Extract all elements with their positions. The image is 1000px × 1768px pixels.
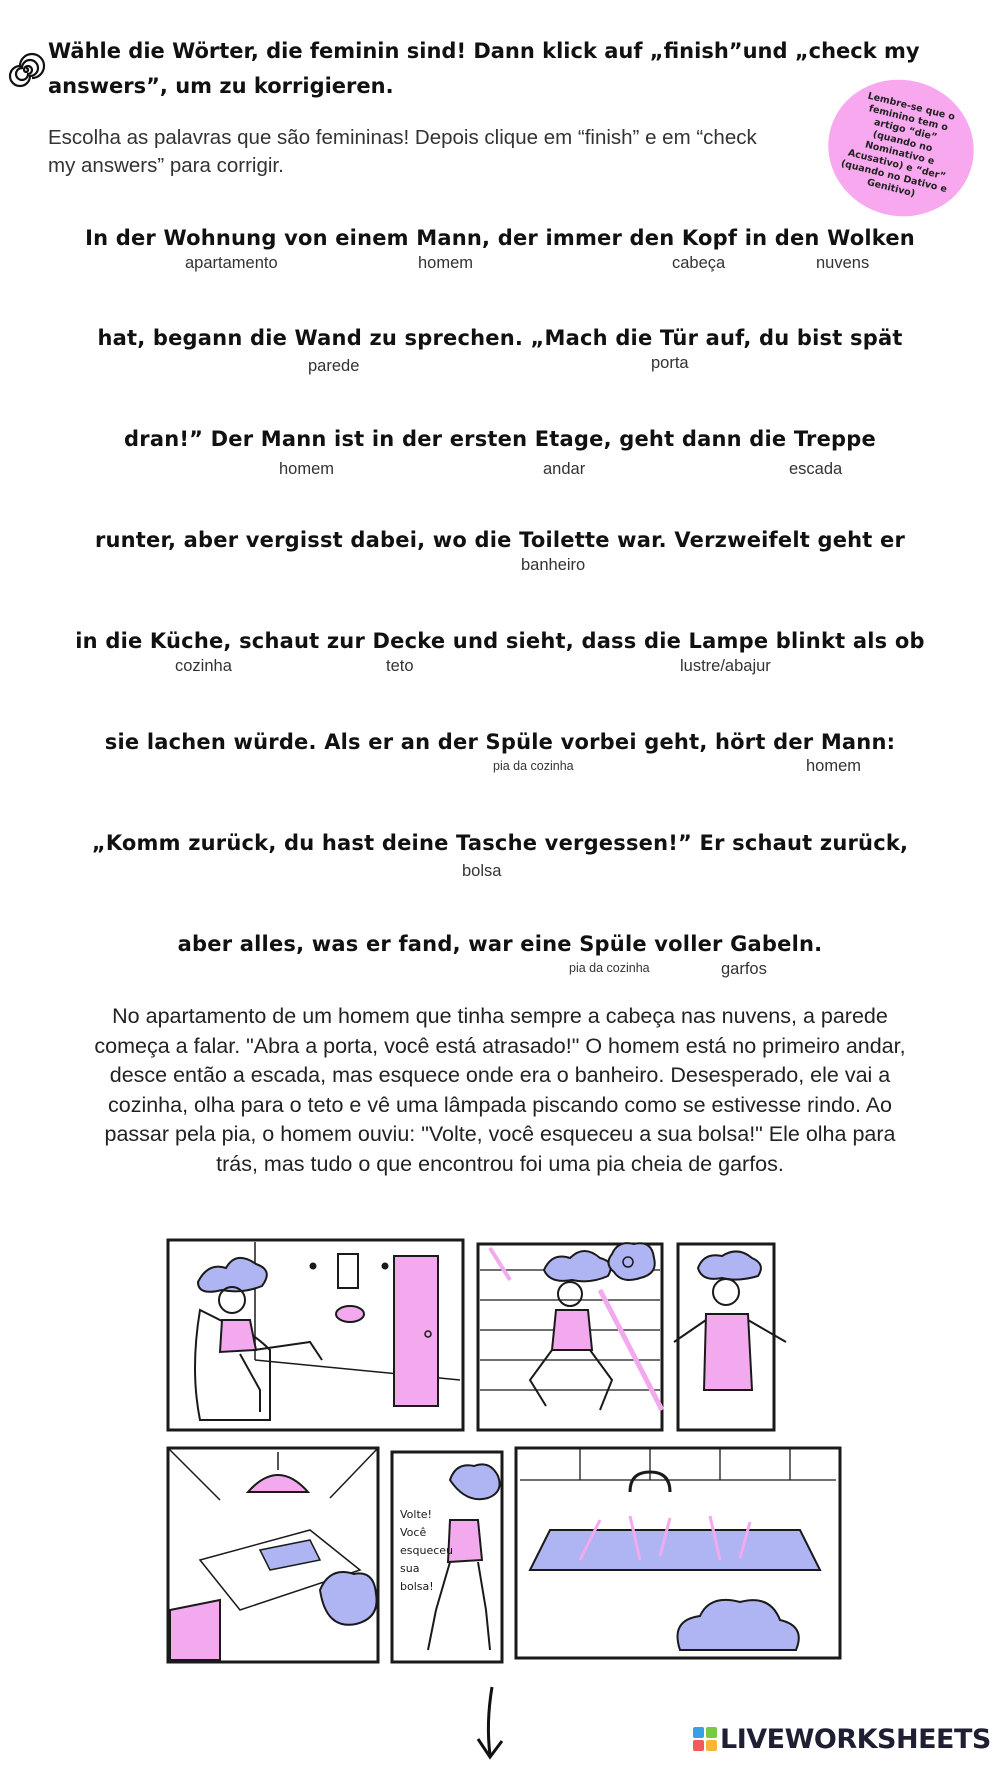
gloss-word: parede — [308, 357, 360, 375]
arrow-down-icon — [470, 1683, 510, 1763]
translation-paragraph: No apartamento de um homem que tinha sempre a cabeça nas nuvens, a parede começa a falar. "Abra a porta, você está atrasado!" O homem está no primeiro andar, desce então a escada, mas esquece onde era o banheiro. Desesperado, ele vai a cozinha, olha para o teto e vê uma lâmpada piscando como se estivesse rindo. Ao passar pela pia, o homem ouviu: "Volte, você esqueceu a sua bolsa!" Ele olha para trás, mas tudo o que encontrou foi uma pia cheia de garfos. — [94, 1004, 906, 1176]
comic-illustration — [160, 1230, 850, 1670]
gloss-word: apartamento — [185, 254, 278, 272]
story-line: „Komm zurück, du hast deine Tasche vergessen!” Er schaut zurück, — [91, 831, 909, 855]
story-line: hat, begann die Wand zu sprechen. „Mach die Tür auf, du bist spät — [97, 326, 903, 350]
gloss-word: cabeça — [672, 254, 726, 272]
speech-line: Você — [400, 1526, 427, 1539]
speech-line: sua — [400, 1562, 420, 1575]
reminder-badge: Lembre-se que o feminino tem o artigo “die” (quando no Nominativo e Acusativo) e “der” (quando no Dativo e Genitivo) — [814, 64, 989, 231]
comic-panel-stairs — [478, 1243, 662, 1430]
spiral-icon — [6, 50, 46, 90]
gloss-word: pia da cozinha — [493, 759, 574, 773]
gloss-word: homem — [418, 254, 474, 272]
logo-mark-icon — [693, 1727, 717, 1751]
gloss-word: cozinha — [175, 657, 232, 675]
gloss-word: garfos — [721, 960, 767, 978]
comic-panel-armchair — [168, 1240, 463, 1430]
gloss-word: escada — [789, 460, 843, 478]
gloss-word: andar — [543, 460, 586, 478]
comic-panel-speech — [392, 1452, 502, 1662]
logo-text: LIVEWORKSHEETS — [720, 1723, 991, 1755]
instruction-portuguese: Escolha as palavras que são femininas! Depois clique em “finish” e em “check my answers” para corrigir. — [48, 126, 757, 177]
story-line: sie lachen würde. Als er an der Spüle vorbei geht, hört der Mann: — [104, 730, 896, 754]
gloss-word: nuvens — [816, 254, 870, 272]
comic-panel-sink — [516, 1448, 840, 1658]
comic-panel-shrug — [674, 1244, 786, 1430]
gloss-word: banheiro — [521, 556, 586, 574]
gloss-word: teto — [386, 657, 414, 675]
instruction-german: Wähle die Wörter, die feminin sind! Dann klick auf „finish”und „check my answers”, um zu korrigieren. — [48, 39, 920, 98]
speech-line: bolsa! — [400, 1580, 434, 1593]
liveworksheets-logo — [693, 1722, 991, 1756]
gloss-word: homem — [806, 757, 862, 775]
speech-line: esqueceu — [400, 1544, 454, 1557]
comic-panel-kitchen — [168, 1448, 378, 1662]
gloss-word: bolsa — [462, 862, 502, 880]
story-line: in die Küche, schaut zur Decke und sieht, dass die Lampe blinkt als ob — [75, 629, 925, 653]
story-line: runter, aber vergisst dabei, wo die Toilette war. Verzweifelt geht er — [94, 528, 906, 552]
gloss-word: pia da cozinha — [569, 961, 650, 975]
gloss-word: lustre/abajur — [680, 657, 771, 675]
gloss-word: porta — [651, 354, 689, 372]
story-line: In der Wohnung von einem Mann, der immer den Kopf in den Wolken — [85, 226, 915, 250]
story-line: dran!” Der Mann ist in der ersten Etage, geht dann die Treppe — [124, 427, 876, 451]
speech-line: Volte! — [400, 1508, 432, 1521]
story-line: aber alles, was er fand, war eine Spüle voller Gabeln. — [177, 932, 823, 956]
gloss-word: homem — [279, 460, 335, 478]
